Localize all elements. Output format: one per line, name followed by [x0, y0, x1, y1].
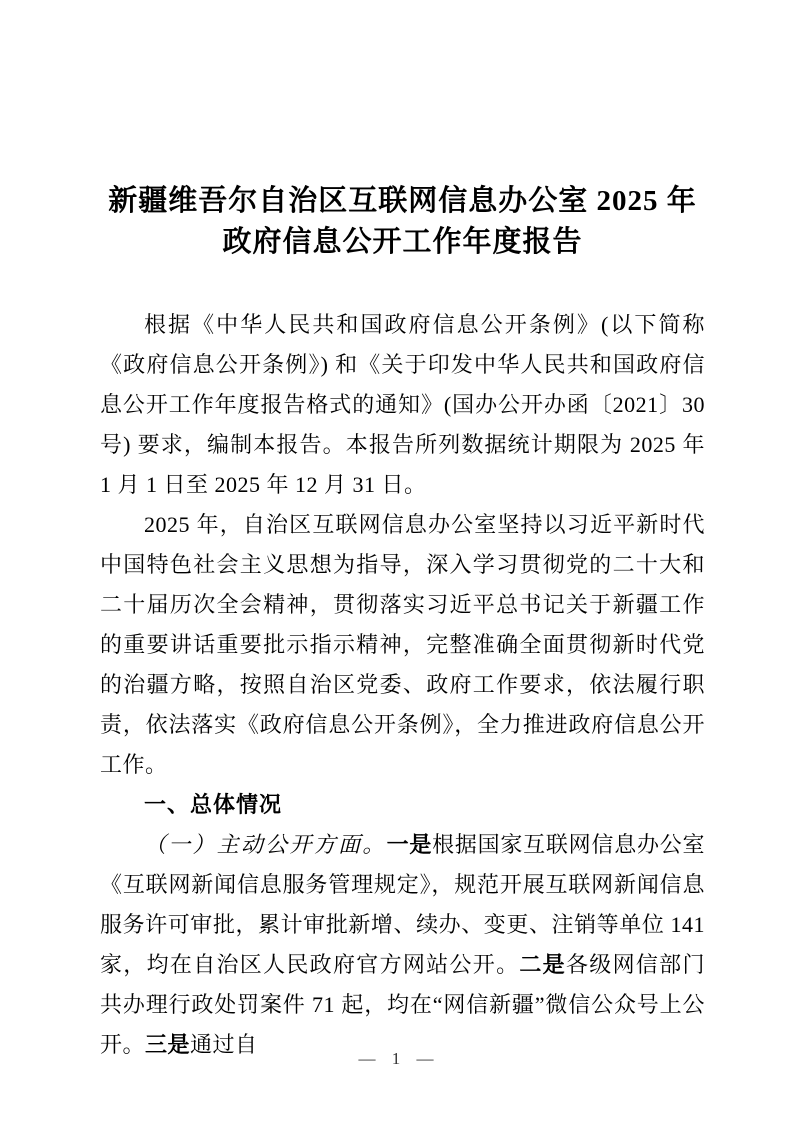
page-title-line-2: 政府信息公开工作年度报告 [222, 226, 583, 258]
page-title-line-1: 新疆维吾尔自治区互联网信息办公室 2025 年 [108, 185, 697, 217]
footer-page-number: — 1 — [358, 1049, 435, 1068]
subsection-heading-proactive-disclosure: （一）主动公开方面。 [144, 832, 387, 857]
text-run-second-point: 各级网信部门共办理行政处罚案件 71 起，均在“网信新疆”微信公众号上公开。 [100, 952, 705, 1057]
text-run-third-point: 通过自 [190, 1032, 258, 1057]
paragraph-report-basis: 根据《中华人民共和国政府信息公开条例》(以下简称《政府信息公开条例》) 和《关于印发中华人民共和国政府信息公开工作年度报告格式的通知》(国办公开办函〔2021〕30 号) 要求，编制本报告。本报告所列数据统计期限为 2025 年 1 月 1 日至 2025 年 12 月 31 日。 [100, 312, 706, 497]
page-title [0, 0, 793, 263]
emphasis-first-point: 一是 [386, 832, 433, 857]
section-heading-overall-situation: 一、总体情况 [144, 792, 283, 817]
paragraph-proactive-disclosure [100, 825, 705, 1065]
emphasis-third-point: 三是 [145, 1032, 191, 1057]
text-run-first-point: 根据国家互联网信息办公室《互联网新闻信息服务管理规定》，规范开展互联网新闻信息服务许可审批，累计审批新增、续办、变更、注销等单位 141 家，均在自治区人民政府官方网站公开。 [100, 832, 705, 977]
emphasis-second-point: 二是 [519, 952, 566, 977]
paragraph-guiding-principles: 2025 年，自治区互联网信息办公室坚持以习近平新时代中国特色社会主义思想为指导，深入学习贯彻党的二十大和二十届历次全会精神，贯彻落实习近平总书记关于新疆工作的重要讲话重要批示指示精神，完整准确全面贯彻新时代党的治疆方略，按照自治区党委、政府工作要求，依法履行职责，依法落实《政府信息公开条例》，全力推进政府信息公开工作。 [100, 512, 705, 777]
page-footer [0, 1049, 793, 1069]
